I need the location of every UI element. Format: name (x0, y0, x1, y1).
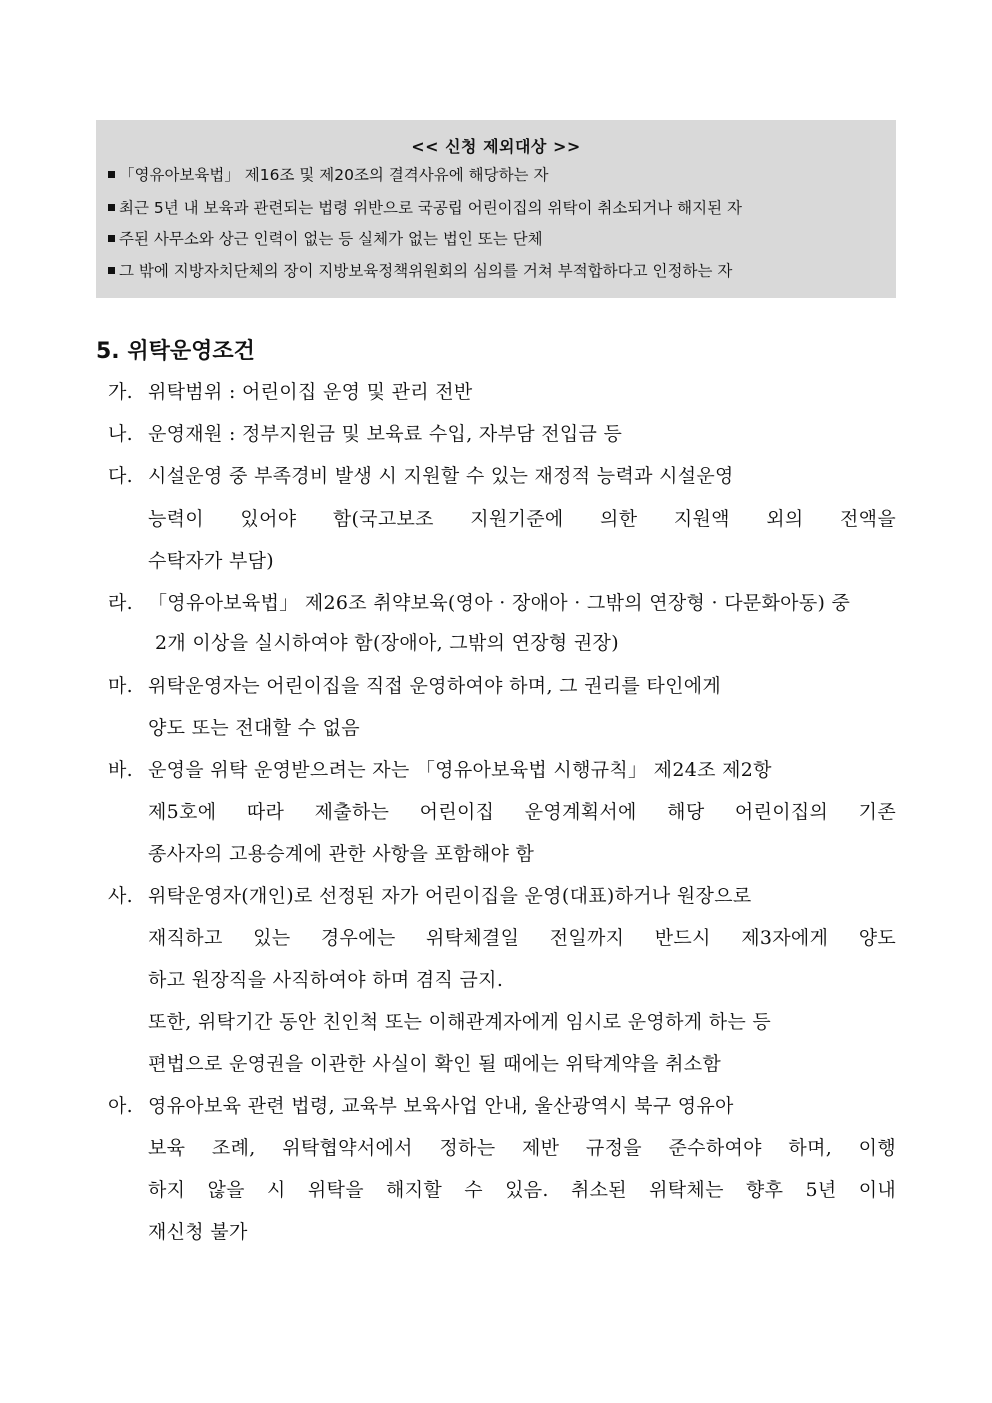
item-text-continuation: 종사자의 고용승계에 관한 사항을 포함해야 함 (148, 843, 535, 865)
condition-item-ba (108, 755, 772, 785)
exclusion-box-title: << 신청 제외대상 >> (411, 137, 581, 156)
item-text: 위탁운영자는 어린이집을 직접 운영하여야 하며, 그 권리를 타인에게 (148, 675, 722, 697)
item-text: 운영을 위탁 운영받으려는 자는 「영유아보육법 시행규칙」 제24조 제2항 (148, 759, 772, 781)
exclusion-box (96, 120, 896, 298)
item-text-continuation: 하고 원장직을 사직하여야 하며 겸직 금지. (148, 969, 504, 991)
condition-item-ga (108, 377, 473, 407)
item-marker: 라. (108, 592, 133, 614)
item-text-continuation: 또한, 위탁기간 동안 친인척 또는 이해관계자에게 임시로 운영하게 하는 등 (148, 1011, 772, 1033)
item-text-continuation: 하지 않을 시 위탁을 해지할 수 있음. 취소된 위탁체는 향후 5년 이내 (148, 1179, 896, 1201)
item-text: 영유아보육 관련 법령, 교육부 보육사업 안내, 울산광역시 북구 영유아 (148, 1095, 734, 1117)
exclusion-item: 최근 5년 내 보육과 관련되는 법령 위반으로 국공립 어린이집의 위탁이 취소되거나 해지된 자 (108, 197, 742, 219)
item-text: 위탁운영자(개인)로 선정된 자가 어린이집을 운영(대표)하거나 원장으로 (148, 885, 752, 907)
condition-item-na (108, 419, 622, 449)
item-text: 위탁범위 : 어린이집 운영 및 관리 전반 (148, 381, 473, 403)
item-marker: 마. (108, 675, 133, 697)
exclusion-item: 「영유아보육법」 제16조 및 제20조의 결격사유에 해당하는 자 (108, 164, 548, 186)
item-text-continuation: 제5호에 따라 제출하는 어린이집 운영계획서에 해당 어린이집의 기존 (148, 801, 896, 823)
item-text-continuation: 능력이 있어야 함(국고보조 지원기준에 의한 지원액 외의 전액을 (148, 508, 896, 530)
item-text-continuation: 양도 또는 전대할 수 없음 (148, 717, 360, 739)
square-bullet-icon (108, 171, 115, 178)
condition-item-ra (108, 588, 850, 618)
item-marker: 바. (108, 759, 133, 781)
exclusion-item: 그 밖에 지방자치단체의 장이 지방보육정책위원회의 심의를 거쳐 부적합하다고 인정하는 자 (108, 260, 732, 282)
condition-item-sa (108, 881, 752, 911)
section-heading: 5. 위탁운영조건 (96, 339, 255, 364)
item-text-continuation: 재신청 불가 (148, 1221, 248, 1243)
item-text-continuation: 수탁자가 부담) (148, 550, 274, 572)
condition-item-ma (108, 671, 721, 701)
item-text-continuation: 보육 조례, 위탁협약서에서 정하는 제반 규정을 준수하여야 하며, 이행 (148, 1137, 896, 1159)
square-bullet-icon (108, 267, 115, 274)
item-marker: 다. (108, 465, 133, 487)
item-marker: 가. (108, 381, 133, 403)
item-text: 「영유아보육법」 제26조 취약보육(영아 · 장애아 · 그밖의 연장형 · 다문화아동) 중 (148, 592, 851, 614)
item-text-continuation: 재직하고 있는 경우에는 위탁체결일 전일까지 반드시 제3자에게 양도 (148, 927, 897, 949)
exclusion-item: 주된 사무소와 상근 인력이 없는 등 실체가 없는 법인 또는 단체 (108, 228, 543, 250)
item-text: 운영재원 : 정부지원금 및 보육료 수입, 자부담 전입금 등 (148, 423, 623, 445)
condition-item-da (108, 461, 734, 491)
item-text-continuation: 편법으로 운영권을 이관한 사실이 확인 될 때에는 위탁계약을 취소함 (148, 1053, 722, 1075)
square-bullet-icon (108, 235, 115, 242)
item-marker: 사. (108, 885, 133, 907)
item-text-continuation: 2개 이상을 실시하여야 함(장애아, 그밖의 연장형 권장) (155, 632, 619, 654)
item-marker: 아. (108, 1095, 133, 1117)
condition-item-a (108, 1091, 734, 1121)
item-marker: 나. (108, 423, 133, 445)
square-bullet-icon (108, 204, 115, 211)
item-text: 시설운영 중 부족경비 발생 시 지원할 수 있는 재정적 능력과 시설운영 (148, 465, 734, 487)
